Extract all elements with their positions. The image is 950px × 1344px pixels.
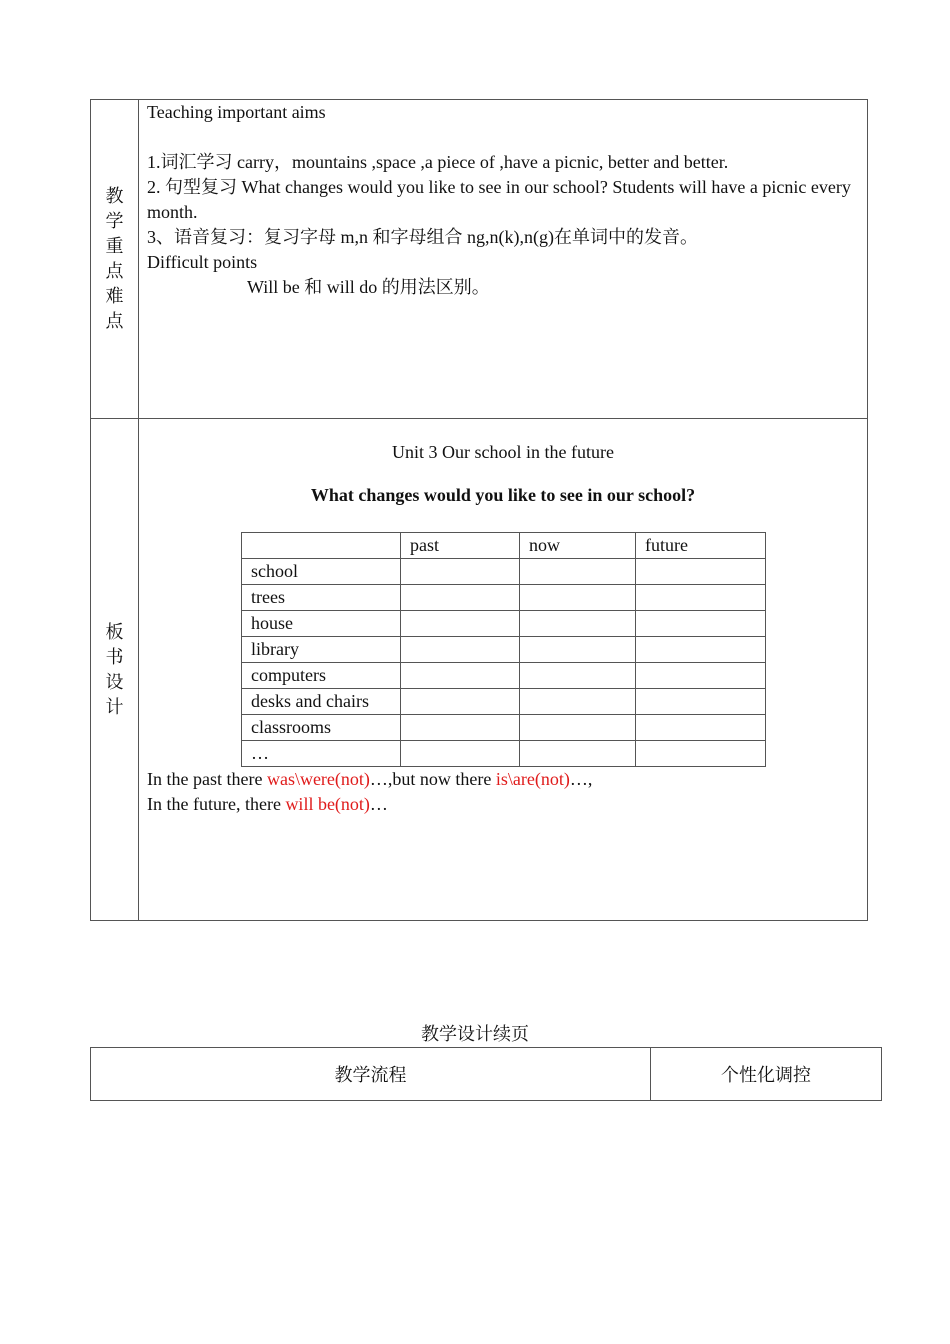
aims-heading: Teaching important aims [147,102,326,122]
table-row [242,585,766,611]
aims-row [91,100,868,419]
board-side-label: 板书设计 [105,621,124,717]
board-row [91,419,868,921]
aims-content-cell [139,100,868,419]
board-title: Unit 3 Our school in the future [392,442,614,462]
comparison-header-row [242,533,766,559]
teaching-flow-header: 教学流程 [91,1048,651,1101]
continuation-header-row [91,1048,882,1101]
header-cell: future [636,533,766,559]
personalized-control-header: 个性化调控 [651,1048,882,1101]
header-cell: past [401,533,520,559]
aims-side-cell [91,100,139,419]
board-subtitle: What changes would you like to see in our school? [310,485,696,505]
aims-line-sentence: 2. 句型复习 What changes would you like to see in our school? Students will have a picnic every month. [147,177,851,222]
row-label: library [242,637,401,663]
past-form-highlight: was\were(not) [266,769,370,789]
table-row [242,663,766,689]
table-row [242,741,766,767]
difficult-text: Will be 和 will do 的用法区别。 [247,277,490,297]
future-sentence: In the future, there will be(not)… [147,794,388,814]
continuation-title: 教学设计续页 [421,1024,529,1044]
row-label: school [242,559,401,585]
past-now-sentence: In the past there was\were(not)…,but now there is\are(not)…, [147,769,593,789]
lesson-plan-table [90,99,868,921]
row-label: classrooms [242,715,401,741]
aims-line-vocabulary: 1.词汇学习 carry，mountains ,space ,a piece of ,have a picnic, better and better. [147,152,729,172]
header-cell: now [520,533,636,559]
aims-line-phonics: 3、语音复习：复习字母 m,n 和字母组合 ng,n(k),n(g)在单词中的发音。 [147,227,698,247]
table-row [242,559,766,585]
table-row [242,689,766,715]
table-row [242,611,766,637]
present-form-highlight: is\are(not) [495,769,570,789]
row-label: trees [242,585,401,611]
row-label: computers [242,663,401,689]
board-content-cell [139,419,868,921]
future-form-highlight: will be(not) [285,794,370,814]
table-row [242,715,766,741]
row-label: … [242,741,401,767]
difficult-heading: Difficult points [147,252,258,272]
header-cell [242,533,401,559]
row-label: desks and chairs [242,689,401,715]
comparison-table [241,532,766,767]
board-side-cell [91,419,139,921]
continuation-table [90,1047,882,1101]
row-label: house [242,611,401,637]
table-row [242,637,766,663]
aims-side-label: 教学重点难点 [105,186,124,331]
